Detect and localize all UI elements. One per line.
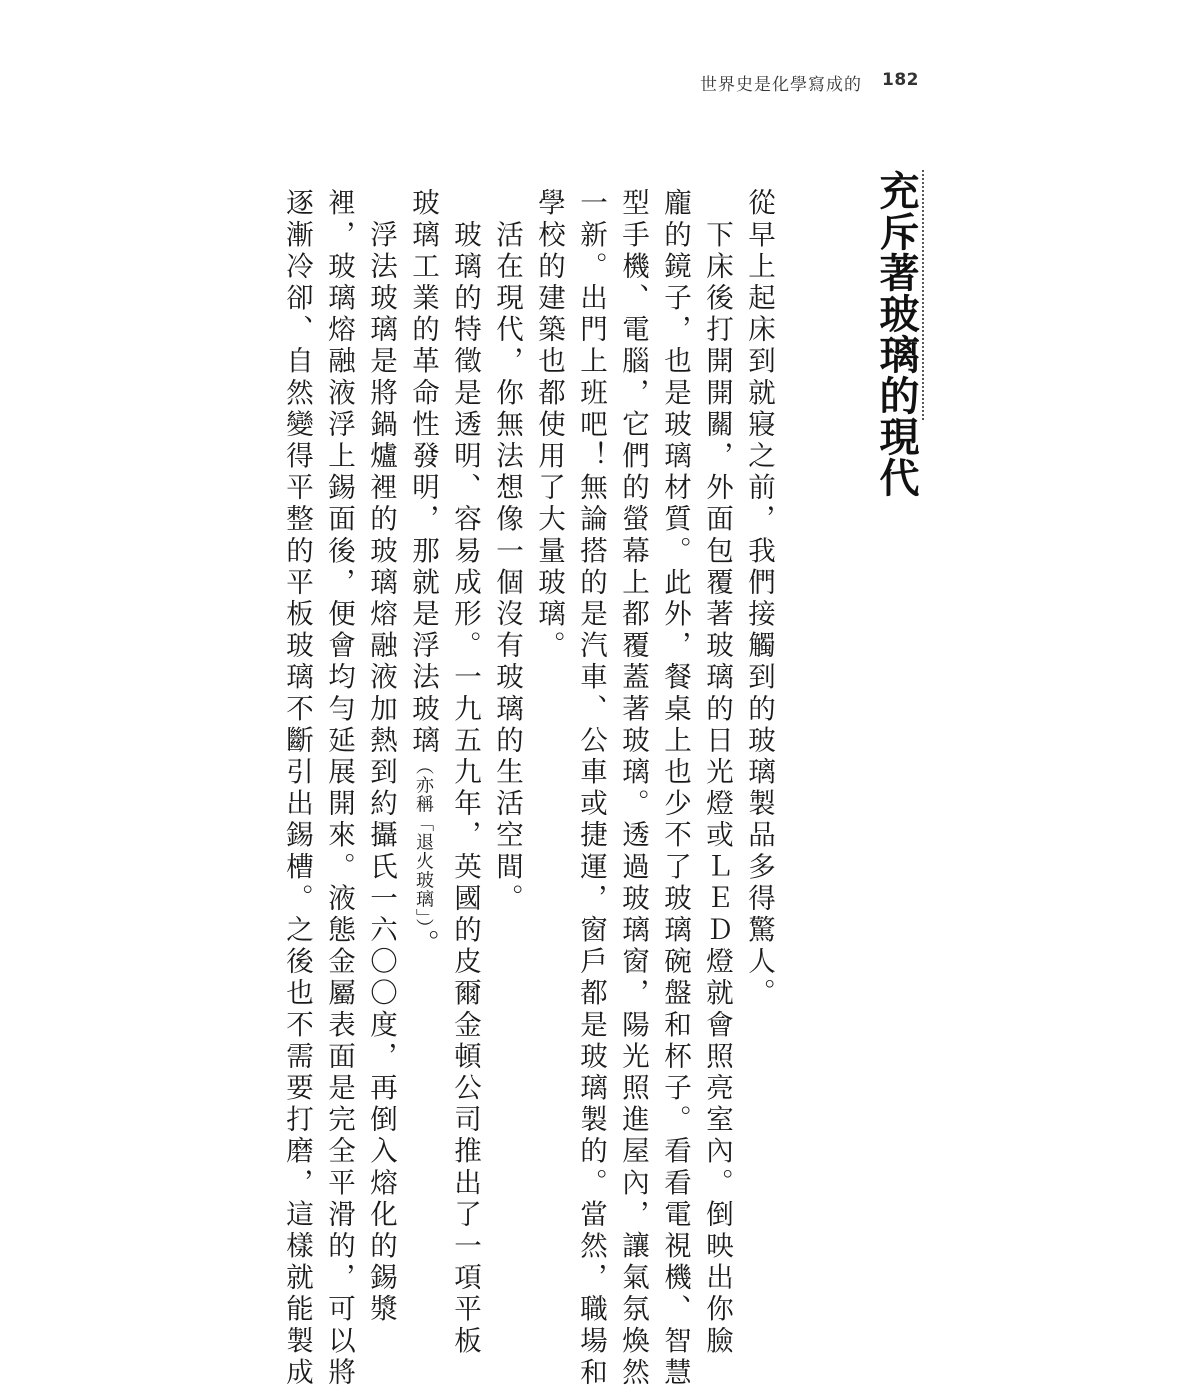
paragraph-line: 龐的鏡子，也是玻璃材質。此外，餐桌上也少不了玻璃碗盤和杯子。看看電視機、智慧 xyxy=(659,188,691,1389)
paragraph-line: 下床後打開開關，外面包覆著玻璃的日光燈或ＬＥＤ燈就會照亮室內。倒映出你臉 xyxy=(701,188,733,1358)
line-end: 。 xyxy=(407,928,439,961)
paragraph-line: 型手機、電腦，它們的螢幕上都覆蓋著玻璃。透過玻璃窗，陽光照進屋內，讓氣氛煥然 xyxy=(617,188,649,1389)
book-title: 世界史是化學寫成的 xyxy=(700,75,862,95)
paragraph-line: 學校的建築也都使用了大量玻璃。 xyxy=(533,188,565,662)
paragraph-line: 裡，玻璃熔融液浮上錫面後，便會均勻延展開來。液態金屬表面是完全平滑的，可以將 xyxy=(323,188,355,1389)
section-title: 充斥著玻璃的現代 xyxy=(873,170,919,498)
paragraph-line xyxy=(402,188,444,1088)
paragraph-line: 玻璃的特徵是透明、容易成形。一九五九年，英國的皮爾金頓公司推出了一項平板 xyxy=(449,188,481,1358)
paragraph-line: 逐漸冷卻、自然變得平整的平板玻璃不斷引出錫槽。之後也不需要打磨，這樣就能製成 xyxy=(281,188,313,1389)
line-text: 玻璃工業的革命性發明，那就是浮法玻璃 xyxy=(407,188,439,757)
paragraph-line: 從早上起床到就寢之前，我們接觸到的玻璃製品多得驚人。 xyxy=(743,188,775,1010)
running-header xyxy=(700,68,940,98)
body-text xyxy=(281,188,780,1389)
paragraph-line: 一新。出門上班吧！無論搭的是汽車、公車或捷運，窗戶都是玻璃製的。當然，職場和 xyxy=(575,188,607,1389)
title-divider xyxy=(922,170,924,420)
page-number: 182 xyxy=(882,70,919,90)
inline-note: （亦稱「退火玻璃」） xyxy=(413,756,434,929)
paragraph-line: 浮法玻璃是將鍋爐裡的玻璃熔融液加熱到約攝氏一六〇〇度，再倒入熔化的錫漿 xyxy=(365,188,397,1326)
paragraph-line: 活在現代，你無法想像一個沒有玻璃的生活空間。 xyxy=(491,188,523,915)
